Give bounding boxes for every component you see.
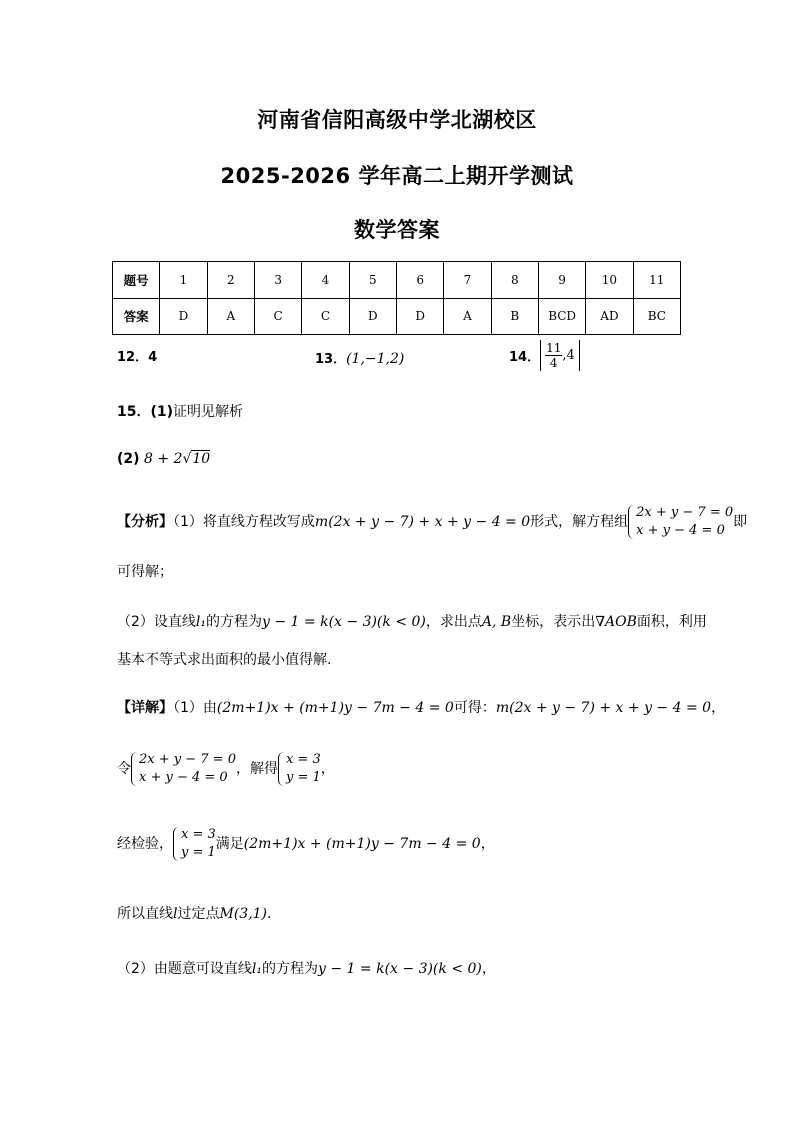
question-number: 9 — [538, 262, 585, 299]
analysis-text: 坐标，表示出 — [511, 614, 596, 630]
answer-cell: C — [254, 298, 301, 335]
answer-row — [113, 298, 681, 335]
q15-label: 15． — [117, 404, 151, 420]
subject-title: 数学答案 — [354, 218, 440, 242]
question-number: 7 — [444, 262, 491, 299]
solution-x: x = 3 — [181, 827, 216, 842]
question-number: 2 — [207, 262, 254, 299]
detail-line-5 — [117, 958, 496, 978]
q13-answer — [315, 348, 404, 367]
q14-fraction — [545, 341, 562, 370]
analysis-text: 即 — [733, 514, 748, 530]
detail-text: . — [267, 906, 272, 922]
solution-y: y = 1 — [181, 845, 216, 860]
detail-text: 所以直线 — [117, 906, 173, 922]
q15-part1: 证明见解析 — [173, 404, 244, 420]
question-number: 1 — [160, 262, 207, 299]
answer-cell: D — [396, 298, 443, 335]
line-equation: y − 1 = k(x − 3)(k < 0) — [262, 614, 426, 630]
analysis-text: 基本不等式求出面积的最小值得解. — [117, 652, 332, 668]
detail-text: 满足 — [215, 836, 244, 852]
analysis-text: （1）将直线方程改写成 — [173, 514, 315, 530]
detail-expression: (2m+1)x + (m+1)y − 7m − 4 = 0 — [243, 836, 481, 852]
q15-part2 — [117, 451, 210, 467]
sqrt-symbol: √ — [182, 451, 192, 467]
answer-cell: D — [160, 298, 207, 335]
detail-text: （1）由 — [173, 700, 217, 716]
q14-rest: ,4 — [562, 348, 575, 363]
exam-title: 2025-2026 学年高二上期开学测试 — [220, 164, 574, 188]
analysis-expression: m(2x + y − 7) + x + y − 4 = 0 — [314, 514, 531, 530]
row-label-answer: 答案 — [113, 298, 160, 335]
q15-part2-root: 10 — [192, 451, 211, 467]
question-number: 5 — [349, 262, 396, 299]
detail-tag: 【详解】 — [117, 700, 173, 716]
q14-numerator: 11 — [546, 341, 562, 355]
analysis-line-1 — [117, 504, 747, 540]
detail-text: 经检验， — [117, 836, 173, 852]
question-number: 8 — [491, 262, 538, 299]
q15-part1-prefix: (1) — [150, 404, 174, 420]
question-number: 10 — [586, 262, 633, 299]
question-number: 6 — [396, 262, 443, 299]
answer-cell: A — [444, 298, 491, 335]
answer-cell: AD — [586, 298, 633, 335]
analysis-line-2 — [117, 561, 173, 581]
analysis-tag: 【分析】 — [117, 514, 173, 530]
detail-text: 令 — [117, 761, 131, 777]
q13-label: 13． — [315, 352, 347, 367]
line-equation: y − 1 = k(x − 3)(k < 0) — [318, 961, 482, 977]
analysis-text: 的方程为 — [206, 614, 263, 630]
analysis-line-3 — [117, 611, 707, 631]
detail-text: 可得： — [453, 700, 496, 716]
detail-text: 的方程为 — [262, 961, 319, 977]
solution-system — [173, 826, 216, 862]
q12-value: 4 — [148, 350, 158, 365]
triangle-symbol: ∇AOB — [595, 614, 637, 630]
system-eq-2: x + y − 4 = 0 — [636, 523, 725, 538]
line-symbol: l₁ — [251, 961, 263, 977]
detail-line-1 — [117, 697, 725, 717]
detail-text: 过定点 — [177, 906, 220, 922]
analysis-text: （2）设直线 — [117, 614, 196, 630]
q15-part2-prefix: (2) — [117, 451, 140, 467]
line-symbol: l — [173, 906, 178, 922]
q14-denominator: 4 — [549, 356, 558, 370]
school-title: 河南省信阳高级中学北湖校区 — [257, 108, 537, 132]
answer-cell: BCD — [538, 298, 585, 335]
question-number-row — [113, 262, 681, 299]
q14-interval — [540, 340, 580, 371]
analysis-text: 形式，解方程组 — [530, 514, 629, 530]
detail-text: ， — [711, 700, 726, 716]
equation-system — [628, 504, 733, 540]
detail-text: （2）由题意可设直线 — [117, 961, 252, 977]
system-eq-2: x + y − 4 = 0 — [139, 770, 228, 785]
q12-answer — [117, 346, 157, 365]
system-eq-1: 2x + y − 7 = 0 — [139, 752, 236, 767]
analysis-text: 可得解； — [117, 564, 173, 580]
detail-expression: (2m+1)x + (m+1)y − 7m − 4 = 0 — [216, 700, 454, 716]
question-number: 11 — [633, 262, 680, 299]
analysis-text: ，求出点 — [425, 614, 482, 630]
detail-line-2 — [117, 751, 335, 787]
row-label-number: 题号 — [113, 262, 160, 299]
answer-cell: A — [207, 298, 254, 335]
equation-system — [131, 751, 236, 787]
question-number: 3 — [254, 262, 301, 299]
answer-cell: BC — [633, 298, 680, 335]
solution-system — [278, 751, 321, 787]
question-number: 4 — [302, 262, 349, 299]
fixed-point: M(3,1) — [219, 906, 268, 922]
line-symbol: l₁ — [195, 614, 207, 630]
answer-table — [112, 261, 681, 335]
detail-line-4 — [117, 903, 271, 923]
analysis-text: 面积，利用 — [636, 614, 707, 630]
q15-heading — [117, 401, 243, 421]
q13-value: (1,−1,2) — [346, 351, 405, 367]
answer-cell: C — [302, 298, 349, 335]
detail-text: ， — [320, 761, 335, 777]
q12-label: 12． — [117, 350, 149, 365]
solution-y: y = 1 — [285, 770, 321, 785]
detail-line-3 — [117, 826, 495, 862]
q14-label: 14． — [509, 350, 541, 365]
detail-text: ， — [480, 836, 495, 852]
analysis-line-4 — [117, 649, 331, 669]
solution-x: x = 3 — [285, 752, 321, 767]
detail-expression: m(2x + y − 7) + x + y − 4 = 0 — [495, 700, 712, 716]
q14-answer — [509, 340, 580, 371]
answer-cell: B — [491, 298, 538, 335]
detail-text: ， — [481, 961, 496, 977]
detail-text: ，解得 — [235, 761, 278, 777]
q15-part2-value: 8 + 2 — [144, 451, 183, 467]
system-eq-1: 2x + y − 7 = 0 — [636, 505, 734, 520]
answer-cell: D — [349, 298, 396, 335]
points-symbol: A, B — [481, 614, 512, 630]
